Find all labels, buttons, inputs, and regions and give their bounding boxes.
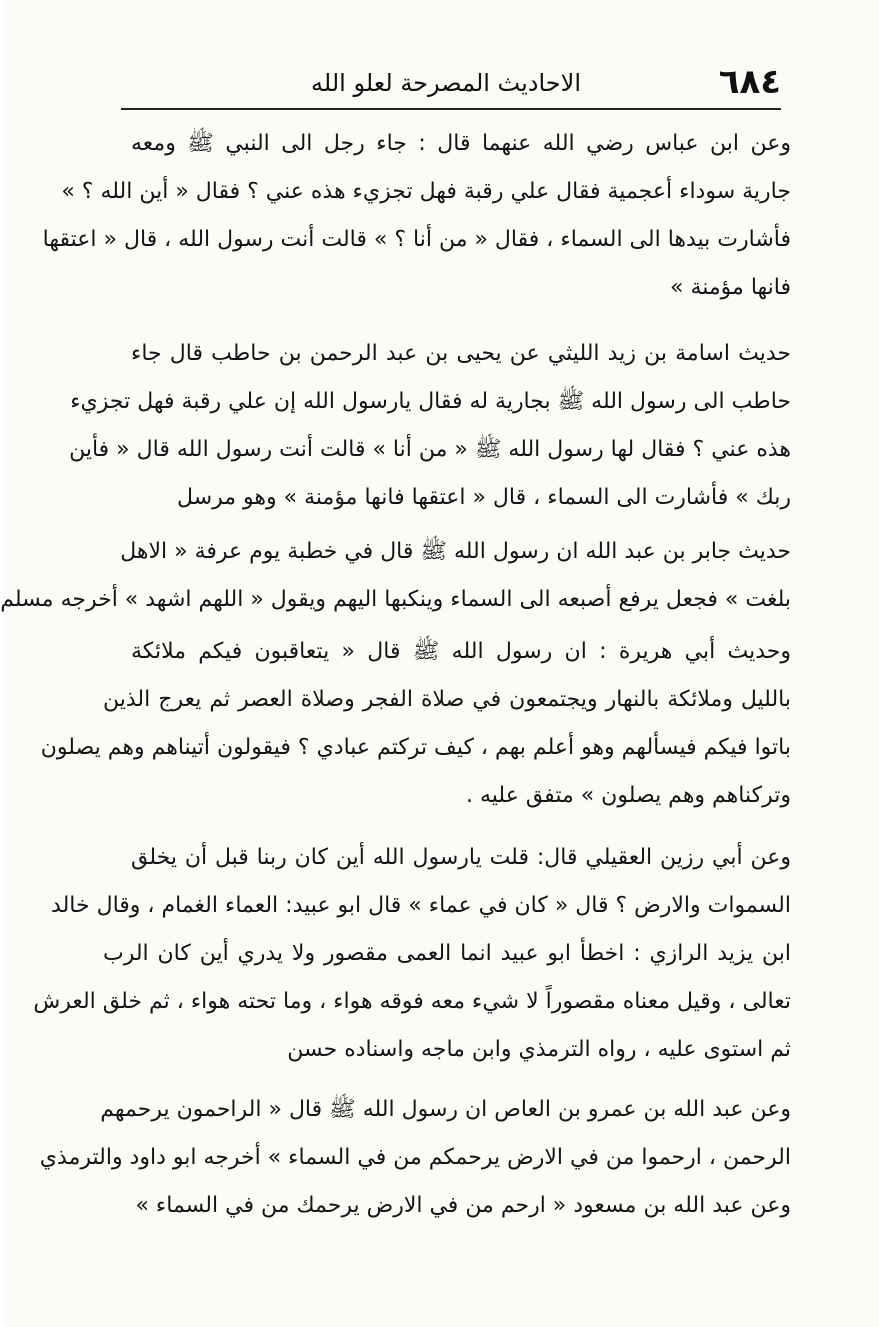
text-line: وعن عبد الله بن مسعود « ارحم من في الارض يرحمك من في السماء » xyxy=(135,1193,791,1218)
text-line: تعالى ، وقيل معناه مقصوراً لا شيء معه فوقه هواء ، وما تحته هواء ، ثم خلق العرش xyxy=(33,989,791,1014)
text-line: بالليل وملائكة بالنهار ويجتمعون في صلاة الفجر وصلاة العصر ثم يعرج الذين xyxy=(103,687,791,712)
text-line: باتوا فيكم فيسألهم وهو أعلم بهم ، كيف تركتم عبادي ؟ فيقولون أتيناهم وهم يصلون xyxy=(40,735,791,760)
text-line: حديث جابر بن عبد الله ان رسول الله ﷺ قال في خطبة يوم عرفة « الاهل xyxy=(120,539,791,564)
text-line: ابن يزيد الرازي : اخطأ ابو عبيد انما العمى مقصور ولا يدري أين كان الرب xyxy=(103,941,791,966)
text-line: ثم استوى عليه ، رواه الترمذي وابن ماجه واسناده حسن xyxy=(287,1037,791,1062)
page-number: ٦٨٤ xyxy=(718,62,781,102)
text-line: الرحمن ، ارحموا من في الارض يرحمكم من في السماء » أخرجه ابو داود والترمذي xyxy=(39,1145,791,1170)
text-line: ربك » فأشارت الى السماء ، قال « اعتقها فانها مؤمنة » وهو مرسل xyxy=(177,485,791,510)
running-title: الاحاديث المصرحة لعلو الله xyxy=(311,69,581,97)
page-body xyxy=(0,120,791,1250)
text-line: جارية سوداء أعجمية فقال علي رقبة فهل تجزيء هذه عني ؟ فقال « أين الله ؟ » xyxy=(61,179,791,204)
text-line: وعن أبي رزين العقيلي قال: قلت يارسول الله أين كان ربنا قبل أن يخلق xyxy=(131,845,791,870)
header-divider xyxy=(121,108,781,110)
text-line: حاطب الى رسول الله ﷺ بجارية له فقال يارسول الله إن علي رقبة فهل تجزيء xyxy=(70,389,791,414)
page-header xyxy=(91,60,781,106)
text-line: حديث اسامة بن زيد الليثي عن يحيى بن عبد الرحمن بن حاطب قال جاء xyxy=(131,341,791,366)
text-line: السموات والارض ؟ قال « كان في عماء » قال ابو عبيد: العماء الغمام ، وقال خالد xyxy=(51,893,791,918)
text-line: فأشارت بيدها الى السماء ، فقال « من أنا ؟ » قالت أنت رسول الله ، قال « اعتقها xyxy=(42,227,791,252)
text-line: هذه عني ؟ فقال لها رسول الله ﷺ « من أنا » قالت أنت رسول الله قال « فأين xyxy=(69,437,791,462)
text-line: وحديث أبي هريرة : ان رسول الله ﷺ قال « يتعاقبون فيكم ملائكة xyxy=(131,639,791,664)
text-line: فانها مؤمنة » xyxy=(670,275,791,300)
text-line: وعن عبد الله بن عمرو بن العاص ان رسول الله ﷺ قال « الراحمون يرحمهم xyxy=(100,1097,791,1122)
text-line: وعن ابن عباس رضي الله عنهما قال : جاء رجل الى النبي ﷺ ومعه xyxy=(131,131,791,156)
text-line: بلغت » فجعل يرفع أصبعه الى السماء وينكبها اليهم ويقول « اللهم اشهد » أخرجه مسلم xyxy=(0,587,791,612)
text-line: وتركناهم وهم يصلون » متفق عليه . xyxy=(466,783,791,808)
